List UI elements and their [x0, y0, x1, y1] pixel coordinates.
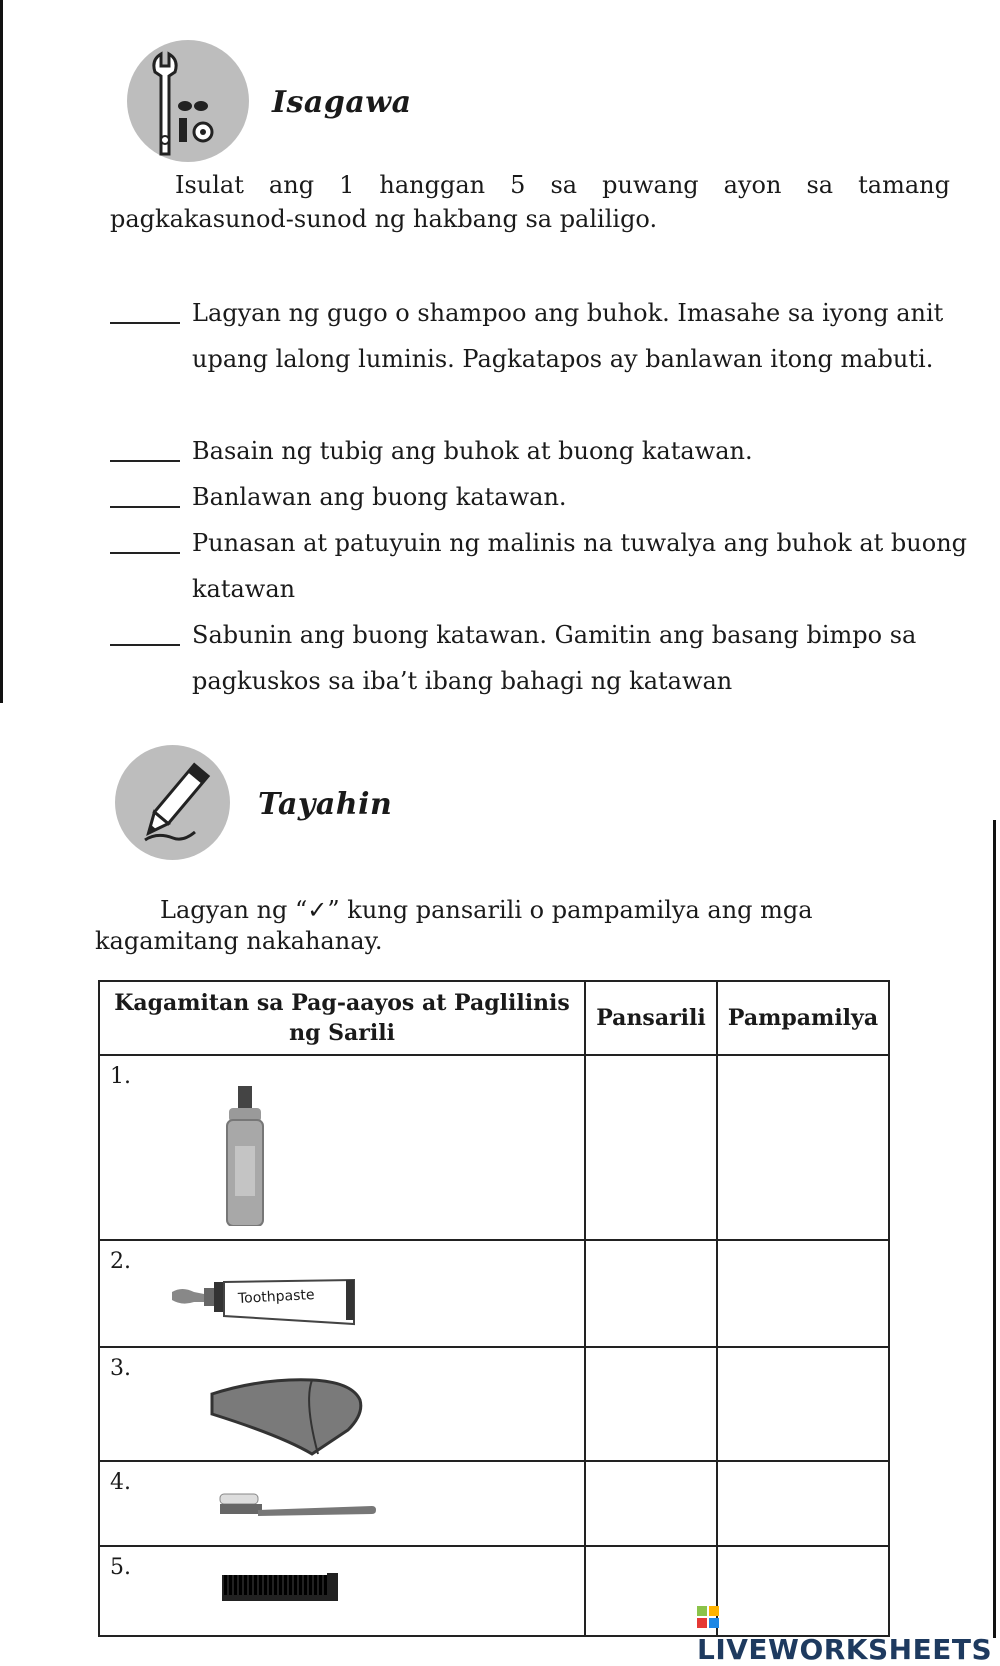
step-text: Basain ng tubig ang buhok at buong katawan.: [192, 437, 753, 465]
left-border-line: [0, 0, 3, 703]
item-cell: [99, 1546, 585, 1636]
isagawa-instruction: Isulat ang 1 hanggan 5 sa puwang ayon sa tamang pagkakasunod-sunod ng hakbang sa paliligo.: [110, 171, 950, 233]
answer-blank[interactable]: [110, 434, 180, 462]
wrench-tools-icon: [127, 40, 249, 162]
pansarili-check-cell[interactable]: [585, 1240, 717, 1347]
step-text: Banlawan ang buong katawan.: [192, 483, 567, 511]
header-kagamitan: Kagamitan sa Pag-aayos at Paglilinis ng Sarili: [99, 981, 585, 1055]
pampamilya-check-cell[interactable]: [717, 1055, 889, 1240]
liveworksheets-logo-icon: [697, 1602, 719, 1624]
row-number: 4.: [110, 1470, 131, 1495]
row-number: 1.: [110, 1064, 131, 1089]
table-row: [99, 1461, 889, 1546]
item-cell: [99, 1055, 585, 1240]
liveworksheets-watermark: [697, 1600, 1000, 1666]
brand-text: LIVEWORKSHEETS: [697, 1633, 993, 1666]
pansarili-check-cell[interactable]: [585, 1461, 717, 1546]
step-text: Sabunin ang buong katawan. Gamitin ang basang bimpo sa pagkuskos sa iba’t ibang bahagi ng katawan: [192, 621, 917, 695]
answer-blank[interactable]: [110, 618, 180, 646]
step-item: [110, 474, 970, 520]
answer-blank[interactable]: [110, 480, 180, 508]
towel-icon: [208, 1376, 368, 1458]
pampamilya-check-cell[interactable]: [717, 1240, 889, 1347]
step-text: Lagyan ng gugo o shampoo ang buhok. Imasahe sa iyong anit upang lalong luminis. Pagkatapos ay banlawan itong mabuti.: [192, 299, 944, 373]
step-text: Punasan at patuyuin ng malinis na tuwalya ang buhok at buong katawan: [192, 529, 968, 603]
table-row: [99, 1240, 889, 1347]
tayahin-instruction: Lagyan ng “✓” kung pansarili o pampamilya ang mga kagamitang nakahanay.: [95, 896, 813, 955]
table-row: [99, 1055, 889, 1240]
pampamilya-check-cell[interactable]: [717, 1347, 889, 1461]
pencil-icon: [115, 745, 230, 860]
answer-blank[interactable]: [110, 296, 180, 324]
item-cell: [99, 1347, 585, 1461]
pampamilya-check-cell[interactable]: [717, 1461, 889, 1546]
row-number: 5.: [110, 1555, 131, 1580]
step-item: [110, 612, 970, 704]
checklist-table: [98, 980, 890, 1637]
answer-blank[interactable]: [110, 526, 180, 554]
right-border-line: [993, 820, 996, 1638]
pansarili-check-cell[interactable]: [585, 1055, 717, 1240]
step-item: [110, 428, 970, 474]
mouthwash-bottle-icon: [225, 1086, 265, 1226]
table-row: [99, 1347, 889, 1461]
row-number: 2.: [110, 1249, 131, 1274]
step-item: [110, 290, 970, 382]
row-number: 3.: [110, 1356, 131, 1381]
header-pansarili: Pansarili: [585, 981, 717, 1055]
table-header-row: [99, 981, 889, 1055]
pansarili-check-cell[interactable]: [585, 1347, 717, 1461]
tayahin-title: Tayahin: [258, 787, 393, 822]
item-cell: [99, 1461, 585, 1546]
step-item: [110, 520, 970, 612]
toothbrush-icon: [218, 1492, 378, 1526]
item-cell: [99, 1240, 585, 1347]
header-pampamilya: Pampamilya: [717, 981, 889, 1055]
toothpaste-label: Toothpaste: [237, 1287, 315, 1307]
isagawa-title: Isagawa: [272, 85, 412, 120]
comb-icon: [222, 1573, 338, 1603]
